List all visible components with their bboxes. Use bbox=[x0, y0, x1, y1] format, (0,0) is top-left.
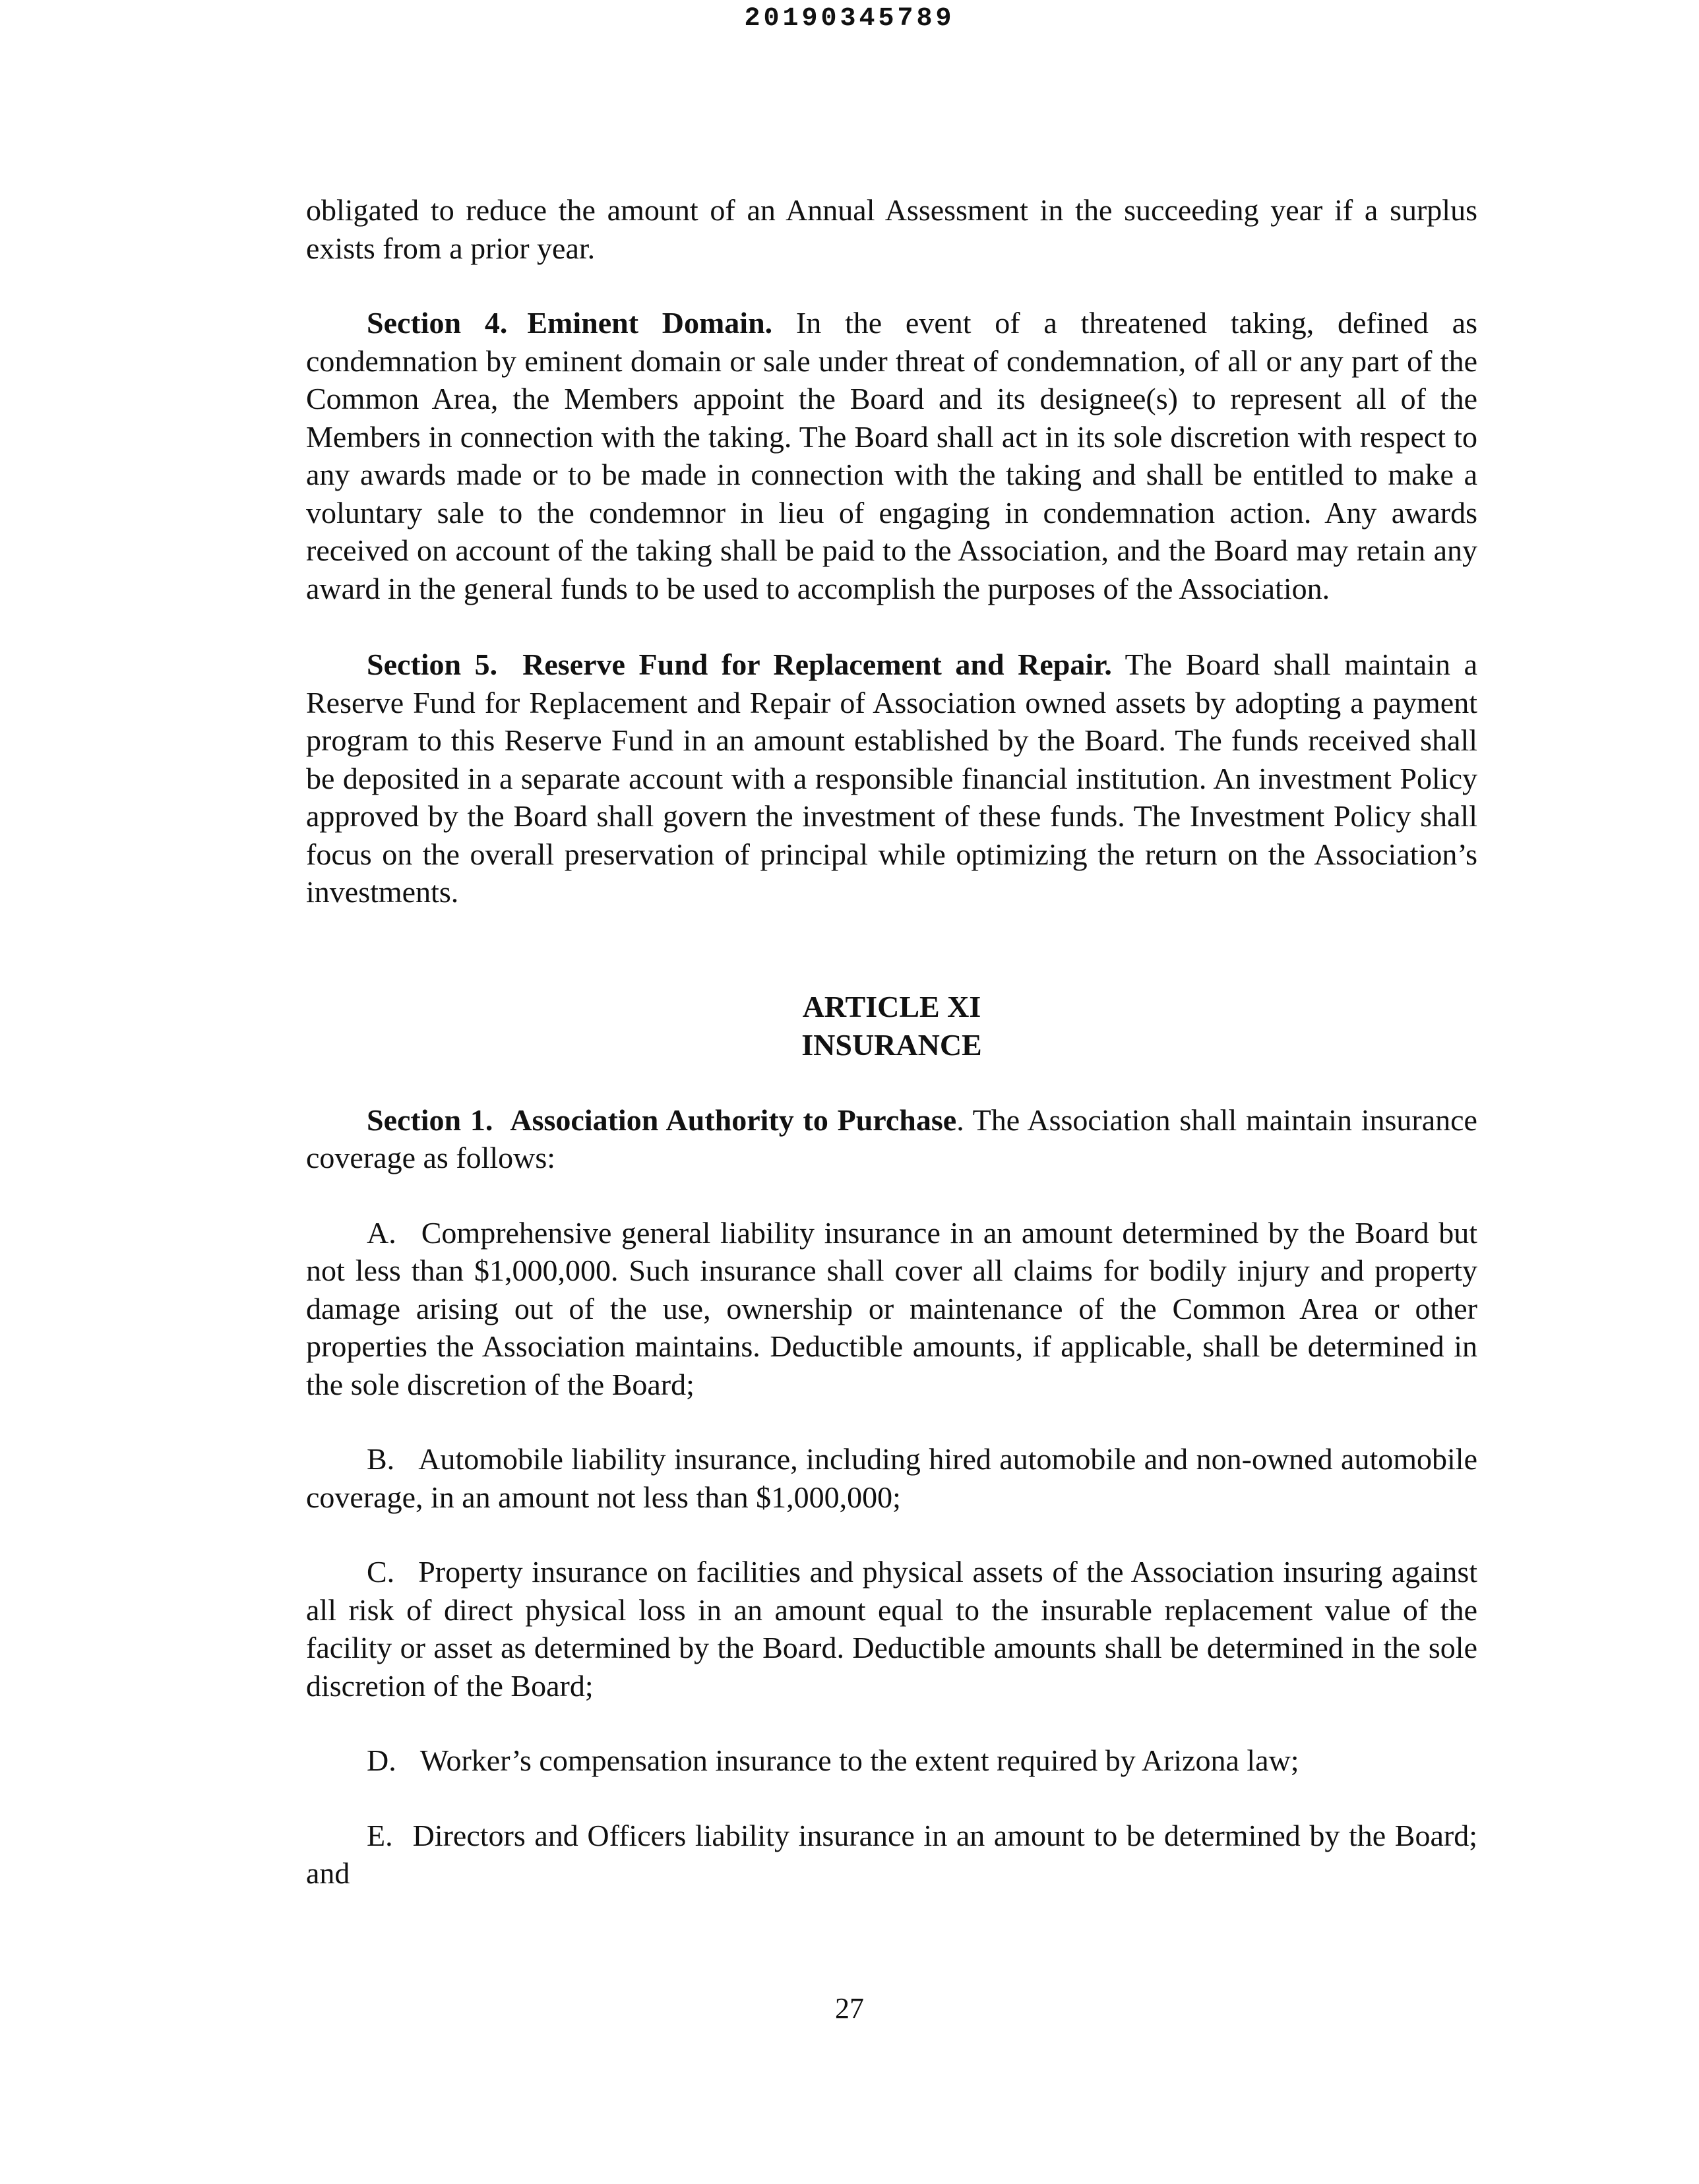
item-b-letter: B. bbox=[367, 1442, 395, 1476]
item-b-paragraph bbox=[306, 1440, 1477, 1516]
item-a-letter: A. bbox=[367, 1215, 396, 1250]
item-b-text: Automobile liability insurance, including hired automobile and non-owned automobile coverage, in an amount not less than $1,000,000; bbox=[306, 1442, 1477, 1514]
item-a-text: Comprehensive general liability insurance in an amount determined by the Board but not less than $1,000,000. Such insurance shall cover all claims for bodily injury and property damage arising out of the use, ownership or maintenance of the Common Area or other properties the Association maintains. Deductible amounts, if applicable, shall be determined in the sole discretion of the Board; bbox=[306, 1215, 1477, 1401]
item-d-paragraph bbox=[306, 1742, 1477, 1780]
section-5-body: The Board shall maintain a Reserve Fund for Replacement and Repair of Association owned assets by adopting a payment program to this Reserve Fund in an amount established by the Board. The funds received shall be deposited in a separate account with a responsible financial institution. An investment Policy approved by the Board shall govern the investment of these funds. The Investment Policy shall focus on the overall preservation of principal while optimizing the return on the Association’s investments. bbox=[306, 648, 1477, 909]
section-4-body: In the event of a threatened taking, defined as condemnation by eminent domain or sale under threat of condemnation, of all or any part of the Common Area, the Members appoint the Board and its designee(s) to represent all of the Members in connection with the taking. The Board shall act in its sole discretion with respect to any awards made or to be made in connection with the taking and shall be entitled to make a voluntary sale to the condemnor in lieu of engaging in condemnation action. Any awards received on account of the taking shall be paid to the Association, and the Board may retain any award in the general funds to be used to accomplish the purposes of the Association. bbox=[306, 306, 1477, 605]
section-4-title: Eminent Domain. bbox=[527, 306, 773, 340]
item-e-paragraph bbox=[306, 1817, 1477, 1893]
item-e-text: Directors and Officers liability insurance in an amount to be determined by the Board; and bbox=[306, 1818, 1477, 1890]
article-section-1-label: Section 1. bbox=[367, 1103, 493, 1137]
item-c-text: Property insurance on facilities and physical assets of the Association insuring against all risk of direct physical loss in an amount equal to the insurable replacement value of the facility or asset as determined by the Board. Deductible amounts shall be determined in the sole discretion of the Board; bbox=[306, 1555, 1477, 1703]
article-heading bbox=[306, 988, 1477, 1064]
article-title: INSURANCE bbox=[801, 1027, 982, 1062]
continuation-paragraph bbox=[306, 191, 1477, 267]
section-4-label: Section 4. bbox=[367, 306, 508, 340]
article-section-1-body: . The Association shall maintain insurance coverage as follows: bbox=[306, 1103, 1477, 1174]
section-5-title: Reserve Fund for Replacement and Repair. bbox=[522, 648, 1112, 681]
item-c-letter: C. bbox=[367, 1555, 395, 1589]
article-section-1-paragraph bbox=[306, 1101, 1477, 1177]
item-c-paragraph bbox=[306, 1553, 1477, 1705]
page-number: 27 bbox=[835, 1992, 864, 2024]
section-5-label: Section 5. bbox=[367, 648, 498, 681]
article-section-1-title: Association Authority to Purchase bbox=[510, 1103, 957, 1137]
continuation-text: obligated to reduce the amount of an Annual Assessment in the succeeding year if a surplus exists from a prior year. bbox=[306, 193, 1477, 265]
item-e-letter: E. bbox=[367, 1818, 393, 1852]
page-content bbox=[306, 191, 1477, 1893]
article-number: ARTICLE XI bbox=[802, 989, 981, 1023]
section-5-paragraph bbox=[306, 646, 1477, 911]
item-a-paragraph bbox=[306, 1214, 1477, 1404]
document-number: 20190345789 bbox=[744, 4, 955, 34]
item-d-text: Worker’s compensation insurance to the extent required by Arizona law; bbox=[419, 1744, 1299, 1777]
item-d-letter: D. bbox=[367, 1744, 396, 1777]
section-4-paragraph bbox=[306, 304, 1477, 607]
